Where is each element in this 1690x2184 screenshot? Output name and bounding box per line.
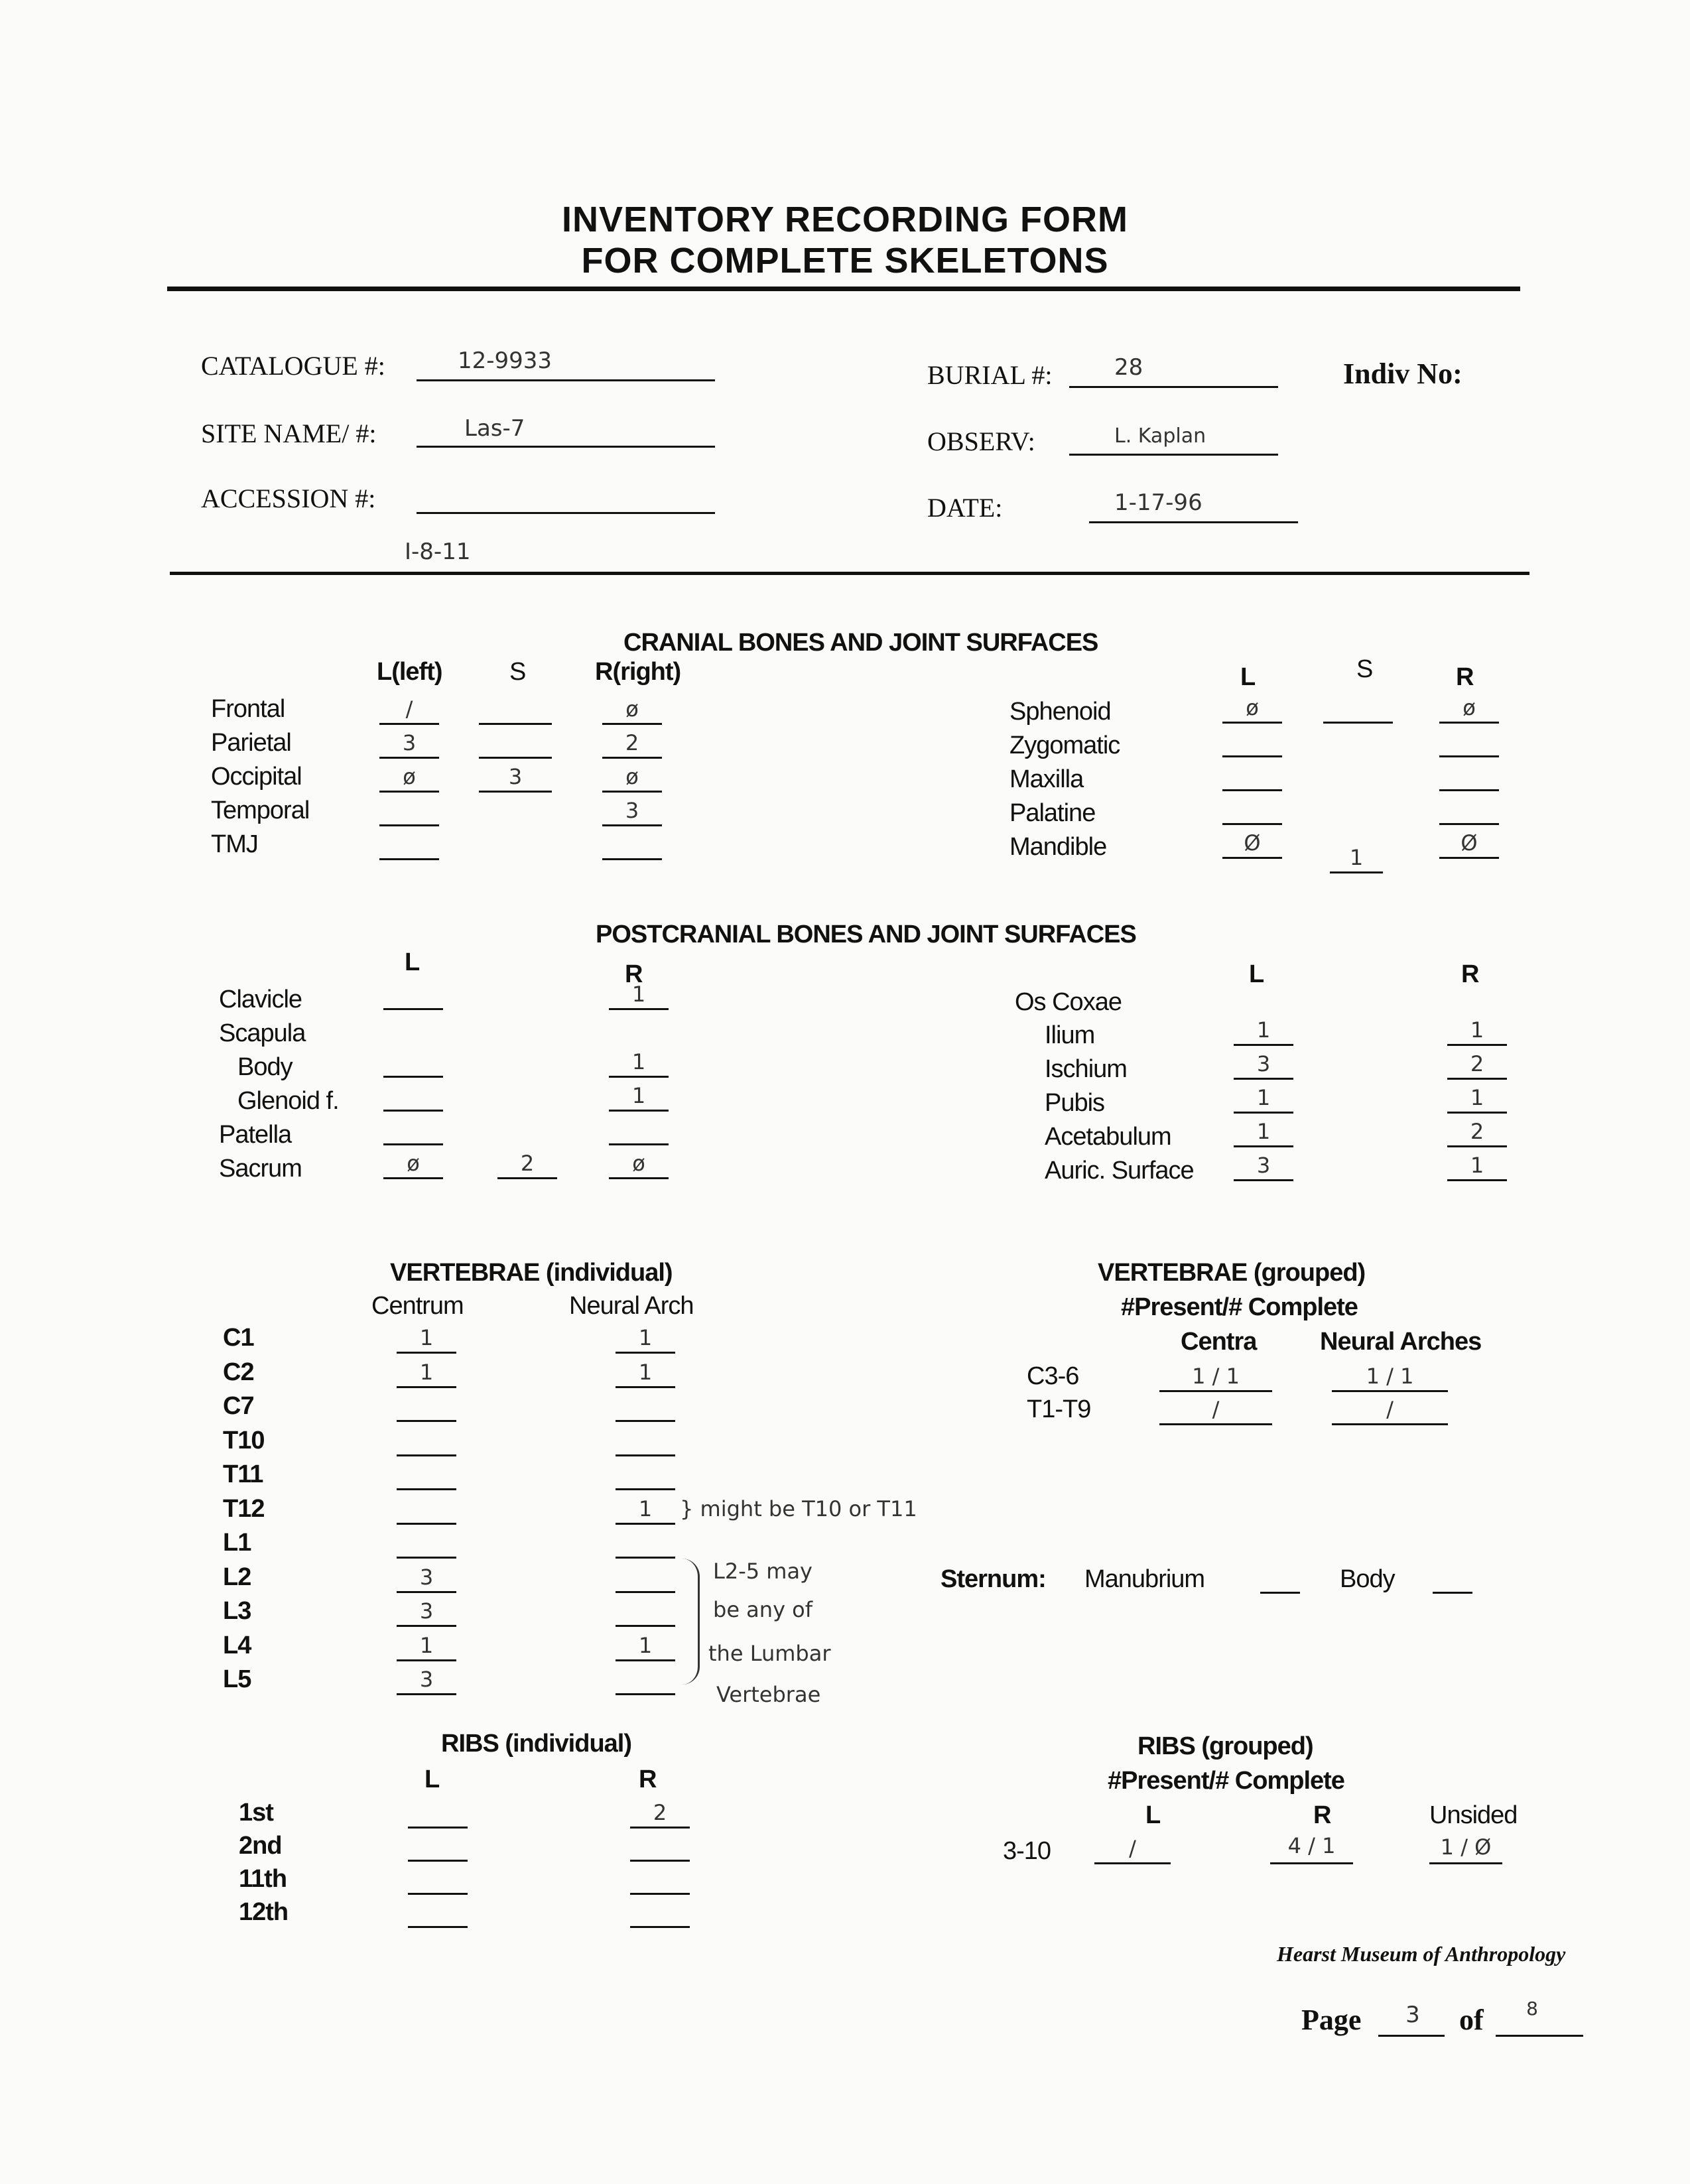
observ-line xyxy=(1069,454,1278,456)
cranial-sphenoid-s-line[interactable] xyxy=(1323,722,1393,724)
vert-t11-centrum-line[interactable] xyxy=(397,1488,456,1490)
cranial-tmj-label: TMJ xyxy=(211,830,258,858)
cranial-parietal-r-line[interactable] xyxy=(602,757,662,759)
cranial-mandible-r-value: Ø xyxy=(1461,830,1478,856)
vert-l3-centrum-line[interactable] xyxy=(397,1625,456,1627)
cranial-sphenoid-l-value: ø xyxy=(1246,695,1259,720)
cranial-occipital-l-line[interactable] xyxy=(379,791,439,793)
vert-l4-centrum-line[interactable] xyxy=(397,1659,456,1661)
cranial-maxilla-r-line[interactable] xyxy=(1439,789,1499,791)
post-patella-l-line[interactable] xyxy=(383,1143,443,1145)
postcranial-col-r: R xyxy=(625,960,643,988)
vgrp-c36-neural-line[interactable] xyxy=(1332,1390,1448,1392)
vert-l5-centrum-value: 3 xyxy=(419,1667,434,1692)
manubrium-line[interactable] xyxy=(1260,1592,1300,1594)
cranial-col-left: L(left) xyxy=(377,658,442,686)
cranial-temporal-l-line[interactable] xyxy=(379,824,439,826)
vert-grp-title: VERTEBRAE (grouped) xyxy=(1098,1259,1366,1287)
museum-name: Hearst Museum of Anthropology xyxy=(1277,1942,1566,1966)
vert-c2-centrum-value: 1 xyxy=(419,1359,434,1385)
os-pubis-r-line[interactable] xyxy=(1447,1112,1507,1114)
vert-c7-neural-line[interactable] xyxy=(616,1420,675,1422)
os-pubis-l-value: 1 xyxy=(1256,1085,1271,1110)
cranial-col-l2: L xyxy=(1240,663,1256,691)
post-sacrum-l-value: ø xyxy=(407,1151,420,1176)
vert-c2-neural-line[interactable] xyxy=(616,1386,675,1388)
site-value[interactable]: Las-7 xyxy=(464,415,525,442)
postcranial-col-l2: L xyxy=(1249,960,1264,988)
vert-l2-neural-line[interactable] xyxy=(616,1591,675,1593)
post-glenoidf-r-line[interactable] xyxy=(609,1110,669,1112)
post-body-l-line[interactable] xyxy=(383,1076,443,1078)
catalogue-value[interactable]: 12-9933 xyxy=(458,348,552,374)
vert-l5-neural-line[interactable] xyxy=(616,1693,675,1695)
vert-c7-centrum-line[interactable] xyxy=(397,1420,456,1422)
cranial-mandible-r-line[interactable] xyxy=(1439,857,1499,859)
cranial-occipital-r-value: ø xyxy=(625,764,639,789)
vert-l3-centrum-value: 3 xyxy=(419,1598,434,1624)
accession-label: ACCESSION #: xyxy=(201,483,376,513)
rib-12th-label: 12th xyxy=(239,1898,289,1926)
cranial-maxilla-l-line[interactable] xyxy=(1222,789,1282,791)
vert-l3-label: L3 xyxy=(223,1597,251,1625)
rib-1st-label: 1st xyxy=(239,1799,273,1827)
post-body-r-value: 1 xyxy=(631,1049,646,1074)
vert-l1-centrum-line[interactable] xyxy=(397,1557,456,1559)
date-value[interactable]: 1-17-96 xyxy=(1114,489,1202,516)
post-clavicle-label: Clavicle xyxy=(219,986,302,1013)
cranial-frontal-l-value: / xyxy=(405,696,413,722)
postcranial-col-l: L xyxy=(405,948,420,976)
accession-value[interactable]: I-8-11 xyxy=(405,539,471,565)
rib-2nd-label: 2nd xyxy=(239,1832,282,1860)
ribs-ind-col-l: L xyxy=(424,1766,440,1793)
cranial-occipital-l-value: ø xyxy=(403,764,416,789)
vert-l5-centrum-line[interactable] xyxy=(397,1693,456,1695)
os-ischium-l-line[interactable] xyxy=(1234,1078,1293,1080)
cranial-parietal-l-line[interactable] xyxy=(379,757,439,759)
os-ilium-r-line[interactable] xyxy=(1447,1044,1507,1046)
page-total-line xyxy=(1496,2035,1583,2037)
cranial-parietal-l-value: 3 xyxy=(402,730,417,755)
cranial-occipital-r-line[interactable] xyxy=(602,791,662,793)
cranial-mandible-l-line[interactable] xyxy=(1222,857,1282,859)
burial-label: BURIAL #: xyxy=(927,360,1053,390)
vert-t11-neural-line[interactable] xyxy=(616,1488,675,1490)
vert-grp-col-centra: Centra xyxy=(1181,1328,1257,1356)
vert-l2-label: L2 xyxy=(223,1563,251,1591)
vert-l1-neural-line[interactable] xyxy=(616,1557,675,1559)
vert-grp-col-neural: Neural Arches xyxy=(1320,1328,1482,1356)
form-title-line2: FOR COMPLETE SKELETONS xyxy=(581,241,1109,281)
rib-11th-r-line[interactable] xyxy=(630,1893,690,1895)
vgrp-t1t9-centra-line[interactable] xyxy=(1159,1423,1272,1425)
vert-ind-title: VERTEBRAE (individual) xyxy=(390,1259,673,1287)
vert-l2-centrum-line[interactable] xyxy=(397,1591,456,1593)
vert-t10-centrum-line[interactable] xyxy=(397,1454,456,1456)
lumbar-note-1: L2-5 may xyxy=(713,1559,812,1584)
cranial-maxilla-label: Maxilla xyxy=(1009,765,1084,793)
catalogue-line xyxy=(417,379,715,381)
cranial-temporal-label: Temporal xyxy=(211,797,310,824)
vert-c1-centrum-line[interactable] xyxy=(397,1352,456,1354)
burial-line xyxy=(1069,386,1278,388)
vert-c1-centrum-value: 1 xyxy=(419,1325,434,1350)
lumbar-brace xyxy=(682,1559,700,1685)
os-auricsurface-l-line[interactable] xyxy=(1234,1179,1293,1181)
vert-t12-neural-value: 1 xyxy=(638,1496,653,1521)
cranial-frontal-s-line[interactable] xyxy=(479,723,552,725)
vert-c7-label: C7 xyxy=(223,1392,254,1420)
postcranial-title: POSTCRANIAL BONES AND JOINT SURFACES xyxy=(596,921,1136,948)
vert-c2-neural-value: 1 xyxy=(638,1359,653,1385)
post-sacrum-s-value: 2 xyxy=(520,1151,535,1176)
ribs-grp-subtitle: #Present/# Complete xyxy=(1108,1767,1344,1795)
cranial-mandible-s-line[interactable] xyxy=(1330,871,1383,873)
vert-c2-label: C2 xyxy=(223,1358,254,1386)
rib-12th-l-line[interactable] xyxy=(408,1926,468,1928)
sternum-body-line[interactable] xyxy=(1433,1592,1472,1594)
vert-c1-label: C1 xyxy=(223,1324,254,1352)
os-acetabulum-l-line[interactable] xyxy=(1234,1145,1293,1147)
os-auricsurface-r-line[interactable] xyxy=(1447,1179,1507,1181)
post-glenoidf-r-value: 1 xyxy=(631,1083,646,1108)
os-pubis-r-value: 1 xyxy=(1470,1085,1484,1110)
page-number[interactable]: 3 xyxy=(1405,2002,1420,2028)
post-patella-label: Patella xyxy=(219,1121,292,1149)
os-ischium-label: Ischium xyxy=(1045,1055,1127,1083)
vert-l5-label: L5 xyxy=(223,1665,251,1693)
os-acetabulum-label: Acetabulum xyxy=(1045,1123,1171,1151)
vert-l4-label: L4 xyxy=(223,1631,251,1659)
os-pubis-label: Pubis xyxy=(1045,1089,1105,1117)
cranial-sphenoid-r-value: ø xyxy=(1462,695,1476,720)
vert-grp-subtitle: #Present/# Complete xyxy=(1121,1293,1358,1321)
rib-11th-l-line[interactable] xyxy=(408,1893,468,1895)
header-rule xyxy=(170,572,1529,575)
rib-1st-r-value: 2 xyxy=(653,1800,667,1825)
site-line xyxy=(417,446,715,448)
cranial-tmj-r-line[interactable] xyxy=(602,858,662,860)
cranial-sphenoid-label: Sphenoid xyxy=(1009,698,1111,726)
os-acetabulum-r-line[interactable] xyxy=(1447,1145,1507,1147)
sternum-body-label: Body xyxy=(1340,1565,1395,1593)
of-label: of xyxy=(1459,2004,1484,2036)
vert-l3-neural-line[interactable] xyxy=(616,1625,675,1627)
page-number-line xyxy=(1378,2035,1445,2037)
os-coxae-label: Os Coxae xyxy=(1015,988,1122,1016)
post-body-r-line[interactable] xyxy=(609,1076,669,1078)
post-sacrum-r-line[interactable] xyxy=(609,1177,669,1179)
site-label: SITE NAME/ #: xyxy=(201,418,377,448)
post-scapula-label: Scapula xyxy=(219,1019,306,1047)
post-clavicle-l-line[interactable] xyxy=(383,1008,443,1010)
vert-l4-centrum-value: 1 xyxy=(419,1632,434,1658)
os-ilium-l-line[interactable] xyxy=(1234,1044,1293,1046)
vgrp-c36-label: C3-6 xyxy=(1027,1362,1079,1390)
ribs-ind-col-r: R xyxy=(639,1766,657,1793)
ribs-grp-row-label: 3-10 xyxy=(1003,1837,1051,1865)
cranial-parietal-s-line[interactable] xyxy=(479,757,552,759)
burial-value[interactable]: 28 xyxy=(1114,354,1143,381)
page-total[interactable]: 8 xyxy=(1526,1998,1538,2020)
vgrp-t1t9-centra-value: / xyxy=(1212,1397,1220,1422)
ribs-grp-r-line[interactable] xyxy=(1270,1862,1353,1864)
cranial-occipital-s-value: 3 xyxy=(508,764,523,789)
cranial-col-s2: S xyxy=(1356,655,1373,683)
ribs-grp-col-l: L xyxy=(1145,1801,1161,1829)
ribs-grp-l-line[interactable] xyxy=(1094,1862,1171,1864)
rib-2nd-l-line[interactable] xyxy=(408,1860,468,1862)
cranial-palatine-r-line[interactable] xyxy=(1439,823,1499,825)
ribs-grp-r-value: 4 / 1 xyxy=(1287,1833,1336,1858)
vert-t12-centrum-line[interactable] xyxy=(397,1523,456,1525)
vert-c2-centrum-line[interactable] xyxy=(397,1386,456,1388)
cranial-frontal-label: Frontal xyxy=(211,695,285,723)
vert-t12-neural-line[interactable] xyxy=(616,1523,675,1525)
ribs-grp-u-value: 1 / Ø xyxy=(1440,1834,1492,1860)
form-title-line1: INVENTORY RECORDING FORM xyxy=(561,200,1129,239)
manubrium-label: Manubrium xyxy=(1084,1565,1205,1593)
cranial-sphenoid-l-line[interactable] xyxy=(1222,722,1282,724)
post-sacrum-s-line[interactable] xyxy=(497,1177,557,1179)
rib-1st-l-line[interactable] xyxy=(408,1827,468,1829)
lumbar-note-4: Vertebrae xyxy=(716,1682,821,1707)
cranial-col-s: S xyxy=(509,658,526,686)
os-acetabulum-r-value: 2 xyxy=(1470,1119,1484,1144)
cranial-sphenoid-r-line[interactable] xyxy=(1439,722,1499,724)
lumbar-note-3: the Lumbar xyxy=(708,1641,831,1666)
cranial-parietal-label: Parietal xyxy=(211,729,291,757)
post-sacrum-label: Sacrum xyxy=(219,1155,302,1183)
cranial-frontal-r-value: ø xyxy=(625,696,639,722)
vgrp-c36-centra-line[interactable] xyxy=(1159,1390,1272,1392)
vert-c1-neural-value: 1 xyxy=(638,1325,653,1350)
vgrp-c36-neural-value: 1 / 1 xyxy=(1366,1364,1414,1389)
post-sacrum-r-value: ø xyxy=(632,1151,645,1176)
os-pubis-l-line[interactable] xyxy=(1234,1112,1293,1114)
vgrp-c36-centra-value: 1 / 1 xyxy=(1192,1364,1240,1389)
vgrp-t1t9-label: T1-T9 xyxy=(1027,1395,1091,1423)
post-clavicle-r-value: 1 xyxy=(631,982,646,1007)
lumbar-note-2: be any of xyxy=(713,1597,813,1622)
postcranial-col-r2: R xyxy=(1461,960,1479,988)
title-rule xyxy=(167,287,1520,291)
vert-t12-label: T12 xyxy=(223,1494,265,1523)
os-ilium-label: Ilium xyxy=(1045,1021,1095,1049)
ribs-grp-col-r: R xyxy=(1313,1801,1331,1829)
date-label: DATE: xyxy=(927,493,1003,523)
vert-l1-label: L1 xyxy=(223,1529,251,1557)
page-label: Page xyxy=(1301,2004,1362,2036)
rib-12th-r-line[interactable] xyxy=(630,1926,690,1928)
t12-note: } might be T10 or T11 xyxy=(680,1496,917,1521)
vert-t10-label: T10 xyxy=(223,1426,265,1454)
indiv-label: Indiv No: xyxy=(1343,357,1462,390)
os-ischium-r-value: 2 xyxy=(1470,1051,1484,1076)
post-glenoidf-label: Glenoid f. xyxy=(237,1087,339,1115)
vert-ind-col-centrum: Centrum xyxy=(371,1292,464,1320)
post-glenoidf-l-line[interactable] xyxy=(383,1110,443,1112)
cranial-title: CRANIAL BONES AND JOINT SURFACES xyxy=(623,629,1098,657)
ribs-ind-title: RIBS (individual) xyxy=(441,1730,631,1758)
os-auricsurface-label: Auric. Surface xyxy=(1045,1157,1194,1185)
vert-l2-centrum-value: 3 xyxy=(419,1564,434,1590)
ribs-grp-u-line[interactable] xyxy=(1429,1862,1502,1864)
post-patella-r-line[interactable] xyxy=(609,1143,669,1145)
cranial-zygomatic-l-line[interactable] xyxy=(1222,755,1282,757)
observ-label: OBSERV: xyxy=(927,426,1035,456)
cranial-palatine-label: Palatine xyxy=(1009,799,1096,827)
os-ilium-l-value: 1 xyxy=(1256,1017,1271,1043)
cranial-frontal-r-line[interactable] xyxy=(602,723,662,725)
cranial-mandible-label: Mandible xyxy=(1009,833,1107,861)
cranial-frontal-l-line[interactable] xyxy=(379,723,439,725)
cranial-zygomatic-label: Zygomatic xyxy=(1009,732,1120,759)
rib-1st-r-line[interactable] xyxy=(630,1827,690,1829)
rib-2nd-r-line[interactable] xyxy=(630,1860,690,1862)
cranial-mandible-s-value: 1 xyxy=(1349,845,1364,870)
post-sacrum-l-line[interactable] xyxy=(383,1177,443,1179)
cranial-mandible-l-value: Ø xyxy=(1244,830,1261,856)
vert-ind-col-neural: Neural Arch xyxy=(569,1292,694,1320)
vgrp-t1t9-neural-line[interactable] xyxy=(1332,1423,1448,1425)
cranial-col-right: R(right) xyxy=(595,658,681,686)
os-ilium-r-value: 1 xyxy=(1470,1017,1484,1043)
catalogue-label: CATALOGUE #: xyxy=(201,351,385,381)
cranial-parietal-r-value: 2 xyxy=(625,730,639,755)
cranial-palatine-l-line[interactable] xyxy=(1222,823,1282,825)
ribs-grp-l-value: / xyxy=(1129,1836,1136,1861)
os-ischium-r-line[interactable] xyxy=(1447,1078,1507,1080)
cranial-col-r2: R xyxy=(1456,663,1474,691)
post-body-label: Body xyxy=(237,1053,292,1081)
os-auricsurface-r-value: 1 xyxy=(1470,1153,1484,1178)
cranial-temporal-r-value: 3 xyxy=(625,798,639,823)
ribs-grp-title: RIBS (grouped) xyxy=(1138,1732,1313,1760)
rib-11th-label: 11th xyxy=(239,1865,287,1893)
cranial-occipital-label: Occipital xyxy=(211,763,302,791)
vert-t11-label: T11 xyxy=(223,1460,263,1488)
date-line xyxy=(1089,521,1298,523)
cranial-zygomatic-r-line[interactable] xyxy=(1439,755,1499,757)
vert-l4-neural-value: 1 xyxy=(638,1632,653,1658)
observ-value[interactable]: L. Kaplan xyxy=(1114,424,1206,448)
cranial-tmj-l-line[interactable] xyxy=(379,858,439,860)
vert-c1-neural-line[interactable] xyxy=(616,1352,675,1354)
sternum-label: Sternum: xyxy=(941,1565,1046,1593)
cranial-occipital-s-line[interactable] xyxy=(479,791,552,793)
os-auricsurface-l-value: 3 xyxy=(1256,1153,1271,1178)
os-ischium-l-value: 3 xyxy=(1256,1051,1271,1076)
vert-l4-neural-line[interactable] xyxy=(616,1659,675,1661)
cranial-temporal-r-line[interactable] xyxy=(602,824,662,826)
vert-t10-neural-line[interactable] xyxy=(616,1454,675,1456)
os-acetabulum-l-value: 1 xyxy=(1256,1119,1271,1144)
accession-line xyxy=(417,512,715,514)
ribs-grp-col-unsided: Unsided xyxy=(1429,1801,1518,1829)
post-clavicle-r-line[interactable] xyxy=(609,1008,669,1010)
vgrp-t1t9-neural-value: / xyxy=(1386,1397,1394,1422)
